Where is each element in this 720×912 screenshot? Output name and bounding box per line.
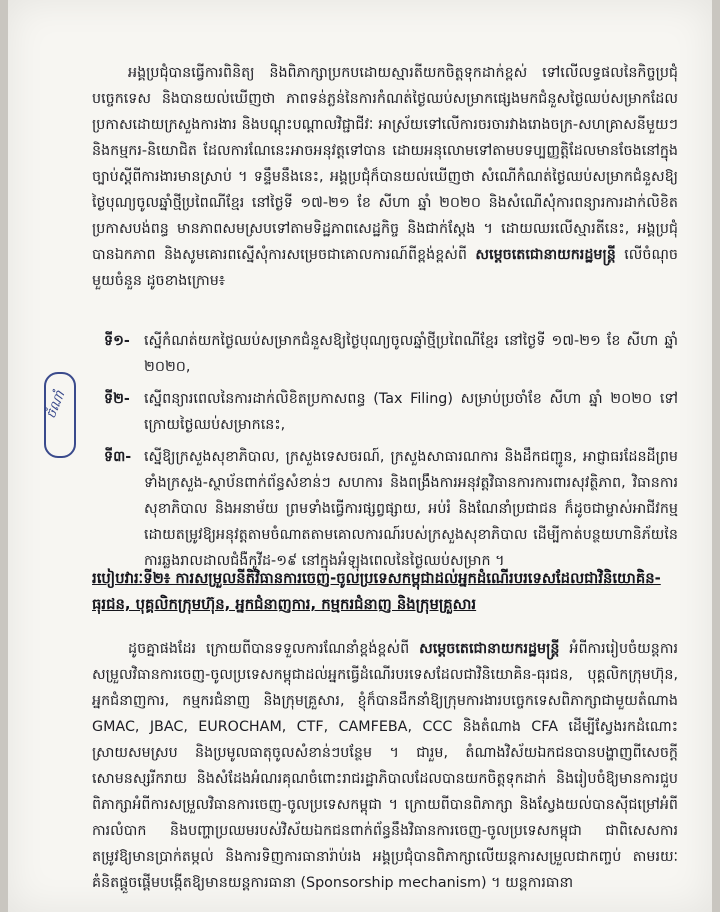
paragraph-2-text-a: ដូចគ្នាផងដែរ ក្រោយពីបានទទួលការណែនាំខ្ពង់ខ្ពស់ពី [128, 641, 420, 657]
list-item [104, 328, 678, 380]
item-list [104, 328, 678, 580]
item-number: ទី២- [104, 391, 130, 407]
paragraph-2-text-b: អំពីការរៀបចំយន្តការសម្រួលវិធានការចេញ-ចូលប្រទេសកម្ពុជាដល់អ្នកធ្វើដំណើរបរទេសដែលជាវិនិយោគិន-ធុរជន, បុគ្គលិកក្រុមហ៊ុន, អ្នកជំនាញការ, កម្មករជំនាញ និងក្រុមគ្រួសារ, ខ្ញុំក៏បានដឹកនាំឱ្យក្រុមការងារបច្ចេកទេសពិភាក្សាជាមួយតំណាង GMAC, JBAC, EUROCHAM, CTF, CAMFEBA, CCC និងតំណាង CFA ដើម្បីស្វែងរកដំណោះស្រាយសមស្រប និងប្រមូលធាតុចូលសំខាន់ៗបន្ថែម ។ ជារួម, តំណាងវិស័យឯកជនបានបង្ហាញពីសេចក្តីសោមនស្សរីករាយ និងសំដែងអំណរគុណចំពោះរាជរដ្ឋាភិបាលដែលបានយកចិត្តទុកដាក់ និងរៀបចំឱ្យមានការជួបពិភាក្សាអំពីការសម្រួលវិធានការចេញ-ចូលប្រទេសកម្ពុជា ។ ក្រោយពីបានពិភាក្សា និងស្វែងយល់បានស៊ីជម្រៅអំពីការលំបាក និងបញ្ហាប្រឈមរបស់វិស័យឯកជនពាក់ព័ន្ធនឹងវិធានការចេញ-ចូលប្រទេសកម្ពុជា ជាពិសេសការតម្រូវឱ្យមានប្រាក់តម្កល់ និងការទិញការធានារ៉ាប់រង អង្គប្រជុំបានពិភាក្សាលើយន្តការសម្រួលជាកញ្ចប់ តាមរយៈគំនិតផ្តួចផ្តើមបង្កើតឱ្យមានយន្តការធានា (Sponsorship mechanism) ។ យន្តការធានា [92, 641, 678, 891]
item-number: ទី១- [104, 333, 130, 349]
paragraph-2-bold: សម្តេចតេជោនាយករដ្ឋមន្ត្រី [419, 641, 560, 657]
list-item [104, 444, 678, 574]
agenda-heading: របៀបវារៈទី២៖ ការសម្រួលនីតិវិធានការចេញ-ចូលប្រទេសកម្ពុជាដល់អ្នកដំណើរបរទេសដែលជាវិនិយោគិន-ធុរជន, បុគ្គលិកក្រុមហ៊ុន, អ្នកជំនាញការ, កម្មករជំនាញ និងក្រុមគ្រួសារ [92, 570, 661, 613]
paragraph-2 [92, 636, 678, 896]
paragraph-1-text: អង្គប្រជុំបានធ្វើការពិនិត្យ និងពិភាក្សាប្រកបដោយស្មារតីយកចិត្តទុកដាក់ខ្ពស់ ទៅលើលទ្ធផលនៃកិច្ចប្រជុំបច្ចេកទេស និងបានយល់ឃើញថា ភាពទន់ភ្លន់នៃការកំណត់ថ្ងៃឈប់សម្រាកផ្សេងមកជំនួសថ្ងៃឈប់សម្រាកដែលប្រកាសដោយក្រសួងការងារ និងបណ្ដុះបណ្ដាលវិជ្ជាជីវៈ អាស្រ័យទៅលើការចរចារវាងរោងចក្រ-សហគ្រាសនីមួយៗ និងកម្មករ-និយោជិត ដែលការណែនេះអាចអនុវត្តទៅបាន ដោយអនុលោមទៅតាមបទប្បញ្ញត្តិដែលមានចែងនៅក្នុងច្បាប់ស្ដីពីការងារមានស្រាប់ ។ ទន្ទឹមនឹងនេះ, អង្គប្រជុំក៏បានយល់ឃើញថា សំណើកំណត់ថ្ងៃឈប់សម្រាកជំនួសឱ្យថ្ងៃបុណ្យចូលឆ្នាំថ្មីប្រពៃណីខ្មែរ នៅថ្ងៃទី ១៧-២១ ខែ សីហា ឆ្នាំ ២០២០ និងសំណើសុំការពន្យារការដាក់លិខិតប្រកាសបង់ពន្ធ មានភាពសមស្របទៅតាមទិដ្ឋភាពសេដ្ឋកិច្ច និងជាក់ស្តែង ។ ដោយឈរលើស្មារតីនេះ, អង្គប្រជុំបានឯកភាព និងសូមគោរពស្នើសុំការសម្រេចជាគោលការណ៍ពីខ្ពង់ខ្ពស់ពី [92, 65, 678, 263]
handwritten-annotation: ចំណាំ [43, 389, 69, 422]
paragraph-1 [92, 60, 678, 294]
document-page [8, 0, 712, 912]
paragraph-1-tail: លើចំណុចមួយចំនួន ដូចខាងក្រោម៖ [92, 247, 678, 289]
item-text: ស្នើឱ្យក្រសួងសុខាភិបាល, ក្រសួងទេសចរណ៍, ក្រសួងសាធារណការ និងដឹកជញ្ជូន, អាជ្ញាធរដែនដីព្រមទាំងក្រសួង-ស្ថាប័នពាក់ព័ន្ធសំខាន់ៗ សហការ និងពង្រឹងការអនុវត្តវិធានការការពារសុវត្ថិភាព, វិធានការសុខាភិបាល និងអនាម័យ ព្រមទាំងធ្វើការផ្សព្វផ្សាយ, អប់រំ និងណែនាំប្រជាជន ក៏ដូចជាម្ចាស់អាជីវកម្ម ដោយតម្រូវឱ្យអនុវត្តតាមចំណាតតាមគោលការណ៍របស់ក្រសួងសុខាភិបាល ដើម្បីកាត់បន្ថយហានិភ័យនៃការឆ្លងរាលដាលជំងឺកូវីដ-១៩ នៅក្នុងអំឡុងពេលនៃថ្ងៃឈប់សម្រាក ។ [144, 449, 678, 569]
item-number: ទី៣- [104, 449, 132, 465]
item-text: ស្នើពន្យារពេលនៃការដាក់លិខិតប្រកាសពន្ធ (Tax Filing) សម្រាប់ប្រចាំខែ សីហា ឆ្នាំ ២០២០ ទៅក្រោយថ្ងៃឈប់សម្រាកនេះ, [144, 391, 678, 433]
item-text: ស្នើកំណត់យកថ្ងៃឈប់សម្រាកជំនួសឱ្យថ្ងៃបុណ្យចូលឆ្នាំថ្មីប្រពៃណីខ្មែរ នៅថ្ងៃទី ១៧-២១ ខែ សីហា ឆ្នាំ ២០២០, [144, 333, 678, 375]
list-item [104, 386, 678, 438]
paragraph-1-bold: សម្តេចតេជោនាយករដ្ឋមន្ត្រី [475, 247, 616, 263]
